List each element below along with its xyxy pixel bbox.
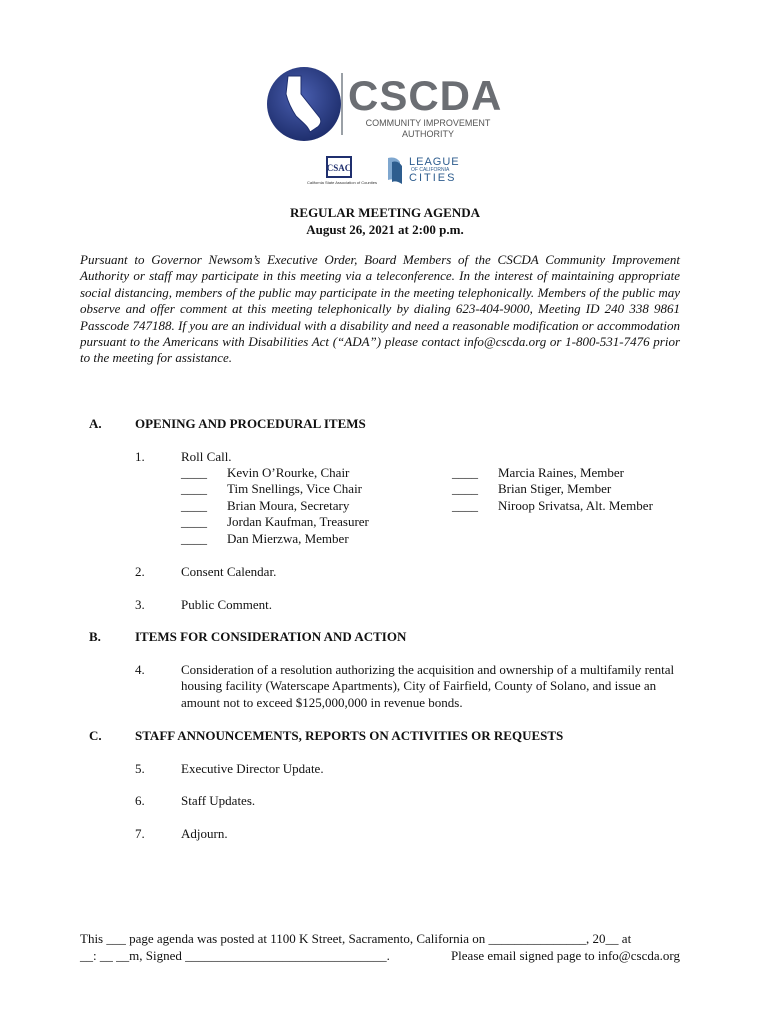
item-2-text: Consent Calendar. [181,564,277,579]
item-2-number: 2. [135,564,145,579]
brand-name: CSCDA [348,72,503,119]
attendance-blank: ____ [452,465,478,480]
attendance-blank: ____ [181,514,207,530]
board-member-name: Tim Snellings, Vice Chair [227,481,363,497]
section-c-title: STAFF ANNOUNCEMENTS, REPORTS ON ACTIVITIES OR REQUESTS [135,728,564,743]
california-seal-icon [266,66,342,142]
board-member-name: Niroop Srivatsa, Alt. Member [498,497,653,513]
meeting-date: August 26, 2021 at 2:00 p.m. [306,222,464,237]
cities-text: CITIES [409,172,457,184]
brand-subtitle-line2: AUTHORITY [401,129,454,139]
section-a-letter: A. [89,416,102,431]
csac-tagline: California State Association of Counties [306,180,378,185]
posting-certification-line1: This ___ page agenda was posted at 1100 K Street, Sacramento, California on _______________, 20__ at [80,931,632,946]
roll-call-row [181,481,369,497]
brand-subtitle-line1: COMMUNITY IMPROVEMENT [365,118,491,128]
section-b-letter: B. [89,629,101,644]
attendance-blank: ____ [181,530,207,546]
roll-call-row [452,498,653,514]
board-member-name: Dan Mierzwa, Member [227,530,349,546]
section-c-letter: C. [89,728,102,743]
league-of-california-text: OF CALIFORNIA [411,167,450,173]
item-7-text: Adjourn. [181,826,228,841]
posting-certification-line2 [80,947,680,964]
board-member-name: Kevin O’Rourke, Chair [227,465,350,480]
attendance-blank: ____ [181,481,207,497]
roll-call-list-right [452,465,653,514]
roll-call-list-left [181,465,369,547]
signature-line: __: __ __m, Signed _______________________________. [80,948,390,963]
item-1-text: Roll Call. [181,449,232,464]
attendance-blank: ____ [181,497,207,513]
teleconference-notice: Pursuant to Governor Newsom’s Executive Order, Board Members of the CSCDA Community Improvement Authority or staff may participate in this meeting via a teleconference. In the interest of maintaining appropriate social distancing, members of the public may participate in the meeting telephonically. Members of the public may observe and offer comment at this meeting telephonically by dialing 623-404-9000, Meeting ID 240 338 9861 Passcode 747188. If you are an individual with a disability and need a reasonable modification or accommodation pursuant to the Americans with Disabilities Act (“ADA”) please contact info@cscda.org or 1-800-531-7476 prior to the meeting for assistance. [80,252,680,366]
item-7-number: 7. [135,826,145,841]
roll-call-row [181,514,369,530]
board-member-name: Marcia Raines, Member [498,465,624,480]
roll-call-row [452,465,653,481]
agenda-title: REGULAR MEETING AGENDA [290,205,480,220]
roll-call-row [181,498,369,514]
league-text: LEAGUE [409,156,460,168]
attendance-blank: ____ [452,481,478,497]
board-member-name: Jordan Kaufman, Treasurer [227,514,369,530]
item-3-number: 3. [135,597,145,612]
item-4-number: 4. [135,662,145,677]
item-3-text: Public Comment. [181,597,272,612]
item-1-number: 1. [135,449,145,464]
attendance-blank: ____ [181,465,207,480]
logo-divider [341,73,343,135]
roll-call-row [181,465,369,481]
email-instruction: Please email signed page to info@cscda.org [450,948,680,963]
item-6-number: 6. [135,793,145,808]
item-5-number: 5. [135,761,145,776]
board-member-name: Brian Moura, Secretary [227,497,350,513]
csac-logo-text: CSAC [326,163,352,173]
section-b-title: ITEMS FOR CONSIDERATION AND ACTION [135,629,407,644]
item-4-text: Consideration of a resolution authorizing the acquisition and ownership of a multifamily rental housing facility (Waterscape Apartments), City of Fairfield, County of Solano, and issue an amount not to exceed $125,000,000 in revenue bonds. [181,662,675,710]
board-member-name: Brian Stiger, Member [498,481,612,497]
item-5-text: Executive Director Update. [181,761,324,776]
roll-call-row [181,531,369,547]
roll-call-row [452,481,653,497]
brand-subtitle [348,118,508,140]
item-6-text: Staff Updates. [181,793,256,808]
attendance-blank: ____ [452,497,478,513]
section-a-title: OPENING AND PROCEDURAL ITEMS [135,416,366,431]
posting-certification [80,930,680,964]
